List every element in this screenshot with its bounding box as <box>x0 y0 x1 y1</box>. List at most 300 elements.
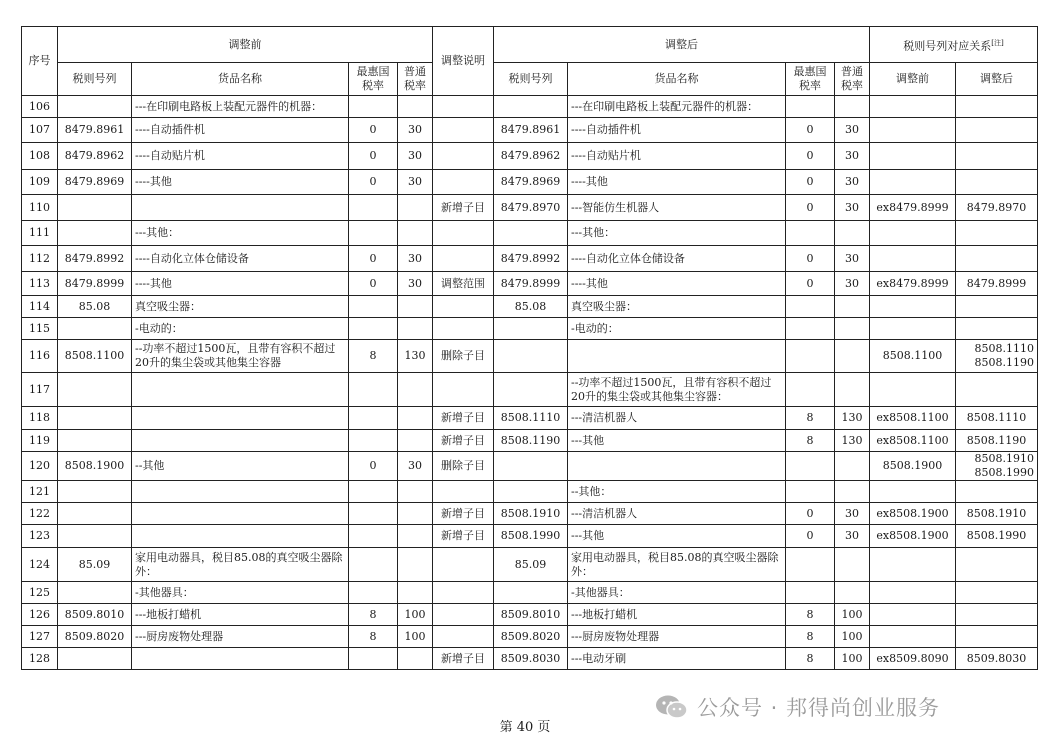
before-code-cell <box>58 582 132 604</box>
before-mfn-rate-cell: 8 <box>349 340 398 373</box>
before-code-cell <box>58 318 132 340</box>
after-code-cell <box>494 452 568 481</box>
mapping-header-note: [注] <box>991 38 1004 47</box>
before-gen-rate-cell: 130 <box>398 340 433 373</box>
after-gen-rate-cell: 30 <box>835 118 870 143</box>
before-gen-rate-cell <box>398 430 433 452</box>
mapping-header-text: 税则号列对应关系 <box>903 39 992 53</box>
after-name-cell <box>568 340 786 373</box>
after-mfn-rate-cell <box>786 373 835 407</box>
after-mfn-rate-cell <box>786 96 835 118</box>
row-seq-cell: 124 <box>22 548 58 582</box>
after-code-cell: 8479.8970 <box>494 195 568 221</box>
after-code-header: 税则号列 <box>494 63 568 96</box>
before-name-cell: ----自动化立体仓储设备 <box>132 246 349 272</box>
after-mfn-rate-cell: 0 <box>786 118 835 143</box>
before-gen-rate-cell <box>398 373 433 407</box>
table-row <box>22 604 1038 626</box>
after-name-cell: ---智能仿生机器人 <box>568 195 786 221</box>
map-before-cell <box>870 373 956 407</box>
map-before-cell: 8508.1900 <box>870 452 956 481</box>
after-name-cell: ----其他 <box>568 272 786 296</box>
map-after-cell: 8479.8970 <box>956 195 1038 221</box>
after-mfn-rate-cell: 8 <box>786 626 835 648</box>
before-name-cell: --功率不超过1500瓦，且带有容积不超过20升的集尘袋或其他集尘容器 <box>132 340 349 373</box>
before-mfn-rate-cell <box>349 195 398 221</box>
row-seq-cell: 115 <box>22 318 58 340</box>
before-gen-rate-cell <box>398 548 433 582</box>
adjust-note-cell <box>433 143 494 170</box>
map-before-cell <box>870 143 956 170</box>
adjust-note-cell: 新增子目 <box>433 195 494 221</box>
after-gen-rate-cell <box>835 96 870 118</box>
after-gen-rate-cell <box>835 296 870 318</box>
before-code-cell: 8508.1100 <box>58 340 132 373</box>
before-code-cell: 8479.8961 <box>58 118 132 143</box>
before-mfn-rate-cell <box>349 221 398 246</box>
after-name-cell: --功率不超过1500瓦，且带有容积不超过20升的集尘袋或其他集尘容器： <box>568 373 786 407</box>
after-gen-rate-cell <box>835 548 870 582</box>
adjust-note-cell: 新增子目 <box>433 407 494 430</box>
after-code-cell <box>494 582 568 604</box>
after-name-cell: ----自动化立体仓储设备 <box>568 246 786 272</box>
adjust-note-cell <box>433 373 494 407</box>
after-gen-rate-cell: 30 <box>835 525 870 548</box>
after-mfn-rate-cell: 8 <box>786 604 835 626</box>
before-code-cell: 8508.1900 <box>58 452 132 481</box>
adjust-note-cell <box>433 96 494 118</box>
map-after-cell <box>956 296 1038 318</box>
table-row <box>22 340 1038 373</box>
map-before-cell: ex8509.8090 <box>870 648 956 670</box>
map-before-cell <box>870 96 956 118</box>
after-name-cell: ---清洁机器人 <box>568 503 786 525</box>
after-gen-rate-cell: 30 <box>835 503 870 525</box>
table-row <box>22 407 1038 430</box>
map-before-cell <box>870 170 956 195</box>
map-before-cell: ex8479.8999 <box>870 272 956 296</box>
after-mfn-rate-cell: 0 <box>786 525 835 548</box>
after-gen-rate-cell: 100 <box>835 604 870 626</box>
after-mfn-rate-cell: 8 <box>786 407 835 430</box>
after-mfn-header: 最惠国税率 <box>786 63 835 96</box>
row-seq-cell: 112 <box>22 246 58 272</box>
header-row-sub <box>22 63 1038 96</box>
before-name-cell <box>132 373 349 407</box>
map-before-cell <box>870 246 956 272</box>
row-seq-cell: 109 <box>22 170 58 195</box>
before-mfn-rate-cell <box>349 430 398 452</box>
col-seq-header: 序号 <box>22 27 58 96</box>
after-mfn-rate-cell: 0 <box>786 246 835 272</box>
after-gen-rate-cell <box>835 582 870 604</box>
before-group-header: 调整前 <box>58 27 433 63</box>
before-mfn-rate-cell <box>349 318 398 340</box>
adjust-note-cell: 新增子目 <box>433 503 494 525</box>
before-mfn-header: 最惠国税率 <box>349 63 398 96</box>
before-code-cell <box>58 481 132 503</box>
before-name-cell: ----自动贴片机 <box>132 143 349 170</box>
map-after-cell <box>956 604 1038 626</box>
map-after-cell <box>956 221 1038 246</box>
map-after-cell: 8508.1190 <box>956 430 1038 452</box>
map-before-cell <box>870 296 956 318</box>
after-name-cell: --其他： <box>568 481 786 503</box>
after-code-cell: 8508.1110 <box>494 407 568 430</box>
before-mfn-rate-cell <box>349 648 398 670</box>
before-mfn-rate-cell <box>349 481 398 503</box>
map-after-header: 调整后 <box>956 63 1038 96</box>
before-name-cell: ----其他 <box>132 170 349 195</box>
before-code-cell <box>58 503 132 525</box>
after-gen-rate-cell: 100 <box>835 648 870 670</box>
after-mfn-rate-cell <box>786 548 835 582</box>
after-gen-rate-cell: 100 <box>835 626 870 648</box>
before-gen-rate-cell <box>398 296 433 318</box>
before-gen-rate-cell: 100 <box>398 604 433 626</box>
before-name-cell: ---在印刷电路板上装配元器件的机器： <box>132 96 349 118</box>
table-row <box>22 195 1038 221</box>
before-code-cell: 8479.8992 <box>58 246 132 272</box>
before-gen-rate-cell <box>398 96 433 118</box>
after-mfn-rate-cell <box>786 221 835 246</box>
after-gen-rate-cell: 30 <box>835 272 870 296</box>
table-row <box>22 118 1038 143</box>
before-name-cell: ---其他： <box>132 221 349 246</box>
after-code-cell <box>494 96 568 118</box>
after-code-cell: 8509.8030 <box>494 648 568 670</box>
after-name-cell: ---其他 <box>568 525 786 548</box>
map-before-cell: ex8508.1100 <box>870 407 956 430</box>
before-code-cell <box>58 648 132 670</box>
before-mfn-rate-cell <box>349 548 398 582</box>
table-row <box>22 272 1038 296</box>
table-row <box>22 525 1038 548</box>
before-gen-rate-cell <box>398 481 433 503</box>
after-code-cell: 8509.8010 <box>494 604 568 626</box>
row-seq-cell: 127 <box>22 626 58 648</box>
map-before-cell: ex8508.1100 <box>870 430 956 452</box>
after-code-cell <box>494 373 568 407</box>
map-after-cell <box>956 340 1038 373</box>
after-mfn-rate-cell: 8 <box>786 648 835 670</box>
after-mfn-rate-cell <box>786 452 835 481</box>
after-gen-rate-cell <box>835 318 870 340</box>
row-seq-cell: 123 <box>22 525 58 548</box>
adjust-note-cell: 新增子目 <box>433 430 494 452</box>
after-mfn-rate-cell <box>786 582 835 604</box>
before-mfn-rate-cell: 8 <box>349 604 398 626</box>
map-before-cell <box>870 318 956 340</box>
row-seq-cell: 110 <box>22 195 58 221</box>
wechat-logo-icon <box>655 694 689 720</box>
map-after-line: 8508.1190 <box>974 356 1034 369</box>
adjust-note-cell: 删除子目 <box>433 340 494 373</box>
before-gen-rate-cell: 30 <box>398 272 433 296</box>
before-gen-rate-cell <box>398 407 433 430</box>
row-seq-cell: 111 <box>22 221 58 246</box>
adjust-note-cell <box>433 318 494 340</box>
after-gen-rate-cell: 130 <box>835 430 870 452</box>
after-code-cell: 8509.8020 <box>494 626 568 648</box>
note-header: 调整说明 <box>433 27 494 96</box>
after-gen-rate-cell <box>835 340 870 373</box>
before-gen-rate-cell <box>398 221 433 246</box>
table-row <box>22 96 1038 118</box>
before-name-cell: -电动的： <box>132 318 349 340</box>
after-gen-rate-cell: 30 <box>835 170 870 195</box>
header-row-top <box>22 27 1038 63</box>
map-after-line: 8508.1910 <box>974 452 1034 465</box>
table-row <box>22 170 1038 195</box>
map-before-cell: ex8508.1900 <box>870 503 956 525</box>
after-mfn-rate-cell <box>786 481 835 503</box>
adjust-note-cell <box>433 582 494 604</box>
map-before-cell <box>870 118 956 143</box>
adjust-note-cell: 调整范围 <box>433 272 494 296</box>
after-code-cell: 8508.1190 <box>494 430 568 452</box>
before-gen-rate-cell <box>398 582 433 604</box>
after-mfn-rate-cell: 0 <box>786 272 835 296</box>
map-before-header: 调整前 <box>870 63 956 96</box>
before-code-cell <box>58 373 132 407</box>
map-before-cell <box>870 481 956 503</box>
before-mfn-rate-cell: 0 <box>349 272 398 296</box>
adjust-note-cell <box>433 118 494 143</box>
before-code-cell <box>58 221 132 246</box>
row-seq-cell: 113 <box>22 272 58 296</box>
before-name-cell: ----自动插件机 <box>132 118 349 143</box>
adjust-note-cell <box>433 548 494 582</box>
before-name-cell: ----其他 <box>132 272 349 296</box>
map-before-cell <box>870 221 956 246</box>
before-mfn-rate-cell <box>349 582 398 604</box>
after-code-cell: 8479.8999 <box>494 272 568 296</box>
map-after-cell <box>956 143 1038 170</box>
before-name-cell <box>132 481 349 503</box>
after-code-cell: 8479.8962 <box>494 143 568 170</box>
after-name-cell: ----自动插件机 <box>568 118 786 143</box>
before-code-cell <box>58 195 132 221</box>
after-code-cell: 85.08 <box>494 296 568 318</box>
before-gen-rate-cell <box>398 318 433 340</box>
map-after-line: 8508.1990 <box>974 466 1034 479</box>
map-after-cell: 8479.8999 <box>956 272 1038 296</box>
after-name-header: 货品名称 <box>568 63 786 96</box>
map-after-cell <box>956 626 1038 648</box>
after-mfn-rate-cell: 0 <box>786 143 835 170</box>
map-after-cell <box>956 118 1038 143</box>
adjust-note-cell <box>433 626 494 648</box>
before-mfn-rate-cell <box>349 503 398 525</box>
before-code-cell: 8479.8999 <box>58 272 132 296</box>
after-name-cell <box>568 452 786 481</box>
before-name-cell <box>132 503 349 525</box>
after-name-cell: ---厨房废物处理器 <box>568 626 786 648</box>
map-after-cell <box>956 548 1038 582</box>
adjust-note-cell <box>433 481 494 503</box>
adjust-note-cell: 新增子目 <box>433 525 494 548</box>
before-code-cell: 8509.8020 <box>58 626 132 648</box>
after-name-cell: 家用电动器具，税目85.08的真空吸尘器除外： <box>568 548 786 582</box>
table-row <box>22 296 1038 318</box>
before-code-cell: 85.09 <box>58 548 132 582</box>
table-row <box>22 143 1038 170</box>
map-after-cell <box>956 452 1038 481</box>
table-row <box>22 548 1038 582</box>
before-mfn-rate-cell <box>349 373 398 407</box>
after-gen-rate-cell <box>835 373 870 407</box>
before-gen-header: 普通税率 <box>398 63 433 96</box>
before-mfn-rate-cell: 8 <box>349 626 398 648</box>
table-row <box>22 582 1038 604</box>
table-row <box>22 221 1038 246</box>
after-name-cell: ---其他： <box>568 221 786 246</box>
table-row <box>22 430 1038 452</box>
row-seq-cell: 107 <box>22 118 58 143</box>
map-before-cell: 8508.1100 <box>870 340 956 373</box>
after-code-cell <box>494 340 568 373</box>
before-code-cell: 8509.8010 <box>58 604 132 626</box>
map-after-cell <box>956 246 1038 272</box>
map-after-cell <box>956 96 1038 118</box>
before-name-cell: ---厨房废物处理器 <box>132 626 349 648</box>
after-code-cell: 8508.1910 <box>494 503 568 525</box>
map-after-cell: 8508.1910 <box>956 503 1038 525</box>
after-name-cell: ---地板打蜡机 <box>568 604 786 626</box>
adjust-note-cell: 删除子目 <box>433 452 494 481</box>
map-after-cell: 8509.8030 <box>956 648 1038 670</box>
before-name-cell: -其他器具： <box>132 582 349 604</box>
map-before-cell <box>870 604 956 626</box>
map-after-cell <box>956 318 1038 340</box>
page-number: 第 40 页 <box>499 720 551 735</box>
row-seq-cell: 125 <box>22 582 58 604</box>
map-before-cell <box>870 548 956 582</box>
row-seq-cell: 118 <box>22 407 58 430</box>
watermark-text: 公众号 · 邦得尚创业服务 <box>697 696 941 720</box>
table-body <box>22 96 1038 670</box>
after-group-header: 调整后 <box>494 27 870 63</box>
before-gen-rate-cell: 30 <box>398 118 433 143</box>
before-code-cell <box>58 430 132 452</box>
after-code-cell: 8508.1990 <box>494 525 568 548</box>
before-code-header: 税则号列 <box>58 63 132 96</box>
before-gen-rate-cell: 30 <box>398 246 433 272</box>
before-gen-rate-cell: 30 <box>398 170 433 195</box>
after-mfn-rate-cell: 0 <box>786 170 835 195</box>
adjust-note-cell <box>433 246 494 272</box>
after-name-cell: ----自动贴片机 <box>568 143 786 170</box>
after-code-cell <box>494 221 568 246</box>
before-code-cell <box>58 407 132 430</box>
after-gen-rate-cell: 130 <box>835 407 870 430</box>
table-row <box>22 481 1038 503</box>
before-gen-rate-cell <box>398 503 433 525</box>
tariff-adjustment-table <box>21 26 1038 670</box>
after-mfn-rate-cell: 8 <box>786 430 835 452</box>
table-row <box>22 648 1038 670</box>
map-after-cell <box>956 481 1038 503</box>
before-name-cell: ---地板打蜡机 <box>132 604 349 626</box>
table-row <box>22 318 1038 340</box>
before-mfn-rate-cell <box>349 96 398 118</box>
adjust-note-cell <box>433 221 494 246</box>
before-name-cell: 家用电动器具，税目85.08的真空吸尘器除外： <box>132 548 349 582</box>
before-mfn-rate-cell: 0 <box>349 452 398 481</box>
after-mfn-rate-cell <box>786 296 835 318</box>
map-after-cell <box>956 170 1038 195</box>
row-seq-cell: 121 <box>22 481 58 503</box>
adjust-note-cell <box>433 296 494 318</box>
before-name-cell: --其他 <box>132 452 349 481</box>
before-code-cell <box>58 96 132 118</box>
map-after-cell <box>956 373 1038 407</box>
table-row <box>22 246 1038 272</box>
adjust-note-cell <box>433 170 494 195</box>
adjust-note-cell: 新增子目 <box>433 648 494 670</box>
map-before-cell <box>870 582 956 604</box>
map-before-cell: ex8508.1900 <box>870 525 956 548</box>
row-seq-cell: 128 <box>22 648 58 670</box>
after-mfn-rate-cell <box>786 318 835 340</box>
after-mfn-rate-cell <box>786 340 835 373</box>
map-before-cell: ex8479.8999 <box>870 195 956 221</box>
before-gen-rate-cell: 30 <box>398 452 433 481</box>
after-gen-rate-cell <box>835 221 870 246</box>
before-name-header: 货品名称 <box>132 63 349 96</box>
before-gen-rate-cell: 100 <box>398 626 433 648</box>
after-mfn-rate-cell: 0 <box>786 195 835 221</box>
row-seq-cell: 106 <box>22 96 58 118</box>
after-code-cell <box>494 481 568 503</box>
after-name-cell: ---电动牙刷 <box>568 648 786 670</box>
row-seq-cell: 119 <box>22 430 58 452</box>
before-mfn-rate-cell: 0 <box>349 170 398 195</box>
row-seq-cell: 108 <box>22 143 58 170</box>
map-after-cell: 8508.1110 <box>956 407 1038 430</box>
after-code-cell: 8479.8969 <box>494 170 568 195</box>
before-code-cell <box>58 525 132 548</box>
after-code-cell: 8479.8961 <box>494 118 568 143</box>
after-gen-header: 普通税率 <box>835 63 870 96</box>
after-name-cell: ---其他 <box>568 430 786 452</box>
before-mfn-rate-cell: 0 <box>349 118 398 143</box>
before-name-cell <box>132 407 349 430</box>
map-after-cell <box>956 582 1038 604</box>
map-before-cell <box>870 626 956 648</box>
after-name-cell: ---在印刷电路板上装配元器件的机器： <box>568 96 786 118</box>
after-name-cell: -电动的： <box>568 318 786 340</box>
after-gen-rate-cell: 30 <box>835 143 870 170</box>
before-mfn-rate-cell: 0 <box>349 143 398 170</box>
row-seq-cell: 117 <box>22 373 58 407</box>
before-gen-rate-cell <box>398 525 433 548</box>
after-name-cell: -其他器具： <box>568 582 786 604</box>
before-code-cell: 8479.8962 <box>58 143 132 170</box>
after-gen-rate-cell <box>835 452 870 481</box>
after-name-cell: 真空吸尘器： <box>568 296 786 318</box>
before-code-cell: 8479.8969 <box>58 170 132 195</box>
after-code-cell: 8479.8992 <box>494 246 568 272</box>
before-name-cell <box>132 648 349 670</box>
row-seq-cell: 120 <box>22 452 58 481</box>
before-name-cell <box>132 525 349 548</box>
watermark <box>655 692 940 722</box>
before-mfn-rate-cell <box>349 296 398 318</box>
before-gen-rate-cell <box>398 648 433 670</box>
table-row <box>22 373 1038 407</box>
